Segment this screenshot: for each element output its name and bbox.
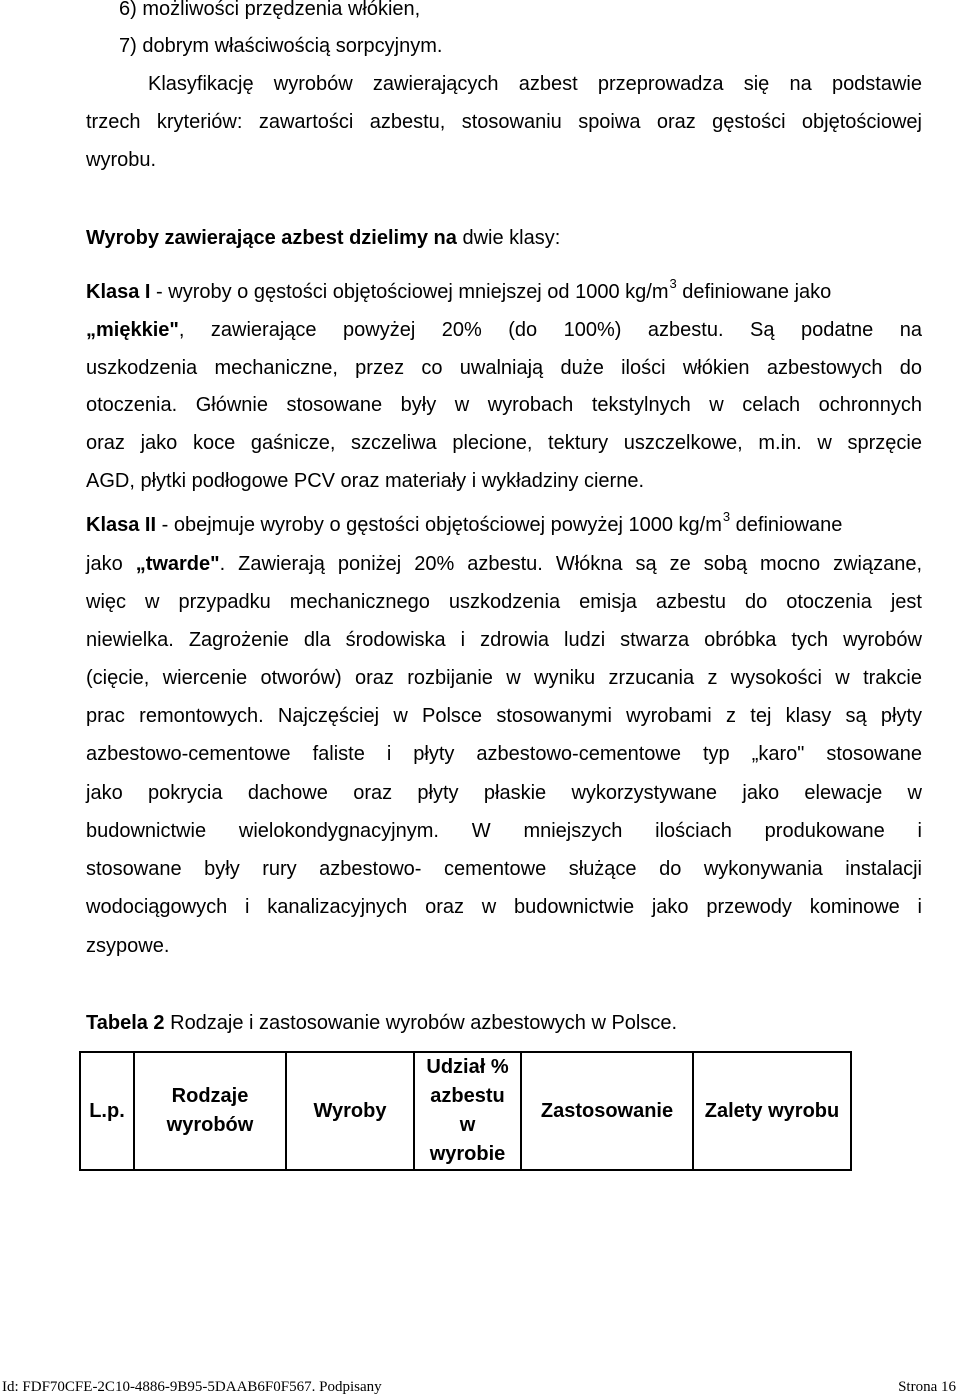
list-item: 6) możliwości przędzenia włókien, [119, 0, 421, 20]
class1-label: Klasa I [86, 281, 151, 303]
class2-line: niewielka. Zagrożenie dla środowiska i zdrowia ludzi stwarza obróbka tych wyrobów [86, 629, 922, 651]
class2-line: budownictwie wielokondygnacyjnym. W mniejszych ilościach produkowane i [86, 820, 922, 842]
header-udzial [414, 1052, 521, 1170]
cubic-superscript: 3 [669, 276, 677, 291]
class2-text: . Zawierają poniżej 20% azbestu. Włókna są ze sobą mocno związane, [219, 553, 923, 575]
class1-text: - wyroby o gęstości objętościowej mniejszej od 1000 kg/m [150, 281, 669, 303]
footer-page-number: Strona 16 [898, 1379, 956, 1395]
class2-line: (cięcie, wiercenie otworów) oraz rozbijanie w wyniku zrzucania z wysokości w trakcie [86, 667, 922, 689]
header-lp: L.p. [80, 1052, 134, 1170]
header-rodzaje [134, 1052, 286, 1170]
header-zastosowanie: Zastosowanie [521, 1052, 693, 1170]
table-header-row [80, 1052, 851, 1170]
class2-line: jako pokrycia dachowe oraz płyty płaskie wykorzystywane jako elewacje w [86, 782, 922, 804]
class2-line [86, 552, 922, 576]
class1-line: oraz jako koce gaśnicze, szczeliwa plecione, tektury uszczelkowe, m.in. w sprzęcie [86, 432, 922, 454]
footer-document-id: Id: FDF70CFE-2C10-4886-9B95-5DAAB6F0F567. Podpisany [2, 1379, 382, 1395]
table-caption [86, 1011, 922, 1035]
list-item: 7) dobrym właściwością sorpcyjnym. [119, 35, 443, 57]
class2-text: - obejmuje wyroby o gęstości objętościowej powyżej 1000 kg/m [156, 514, 722, 536]
class2-text-end: definiowane [730, 514, 843, 536]
class2-line: stosowane były rury azbestowo- cementowe służące do wykonywania instalacji [86, 858, 922, 880]
class2-line: więc w przypadku mechanicznego uszkodzenia emisja azbestu do otoczenia jest [86, 591, 922, 613]
class1-soft-term: „miękkie" [86, 319, 179, 341]
class2-line [86, 509, 922, 539]
table-caption-text: Rodzaje i zastosowanie wyrobów azbestowych w Polsce. [164, 1012, 678, 1034]
class2-line: zsypowe. [86, 935, 170, 957]
classification-line: wyrobu. [86, 149, 157, 171]
header-text: Rodzaje [171, 1085, 249, 1107]
class2-label: Klasa II [86, 514, 157, 536]
class2-text: jako [86, 553, 136, 575]
header-text: wyrobie [429, 1143, 506, 1165]
class2-line: azbestowo-cementowe faliste i płyty azbestowo-cementowe typ „karo" stosowane [86, 743, 922, 765]
class1-line: otoczenia. Głównie stosowane były w wyrobach tekstylnych w celach ochronnych [86, 394, 922, 416]
classification-line: Klasyfikację wyrobów zawierających azbest przeprowadza się na podstawie [148, 73, 922, 95]
class1-text-end: definiowane jako [676, 281, 832, 303]
header-text: w [459, 1114, 476, 1136]
class1-text: , zawierające powyżej 20% (do 100%) azbestu. Są podatne na [178, 319, 922, 341]
table-caption-label: Tabela 2 [86, 1012, 165, 1034]
class1-line: AGD, płytki podłogowe PCV oraz materiały i wykładziny cierne. [86, 470, 644, 492]
asbestos-products-table [79, 1051, 852, 1171]
classification-line: trzech kryteriów: zawartości azbestu, stosowaniu spoiwa oraz gęstości objętościowej [86, 111, 922, 133]
classes-intro-bold: Wyroby zawierające azbest dzielimy na [86, 227, 457, 249]
class2-line: wodociągowych i kanalizacyjnych oraz w budownictwie jako przewody kominowe i [86, 896, 922, 918]
classes-intro [86, 226, 922, 250]
header-text: wyrobów [166, 1114, 254, 1136]
header-zalety: Zalety wyrobu [693, 1052, 851, 1170]
cubic-superscript: 3 [722, 509, 731, 524]
header-text: azbestu [430, 1085, 505, 1107]
header-wyroby: Wyroby [286, 1052, 414, 1170]
class1-line: uszkodzenia mechaniczne, przez co uwalniają duże ilości włókien azbestowych do [86, 357, 922, 379]
header-text: Udział % [426, 1056, 509, 1078]
class2-hard-term: „twarde" [135, 553, 220, 575]
classes-intro-rest: dwie klasy: [456, 227, 561, 249]
class2-line: prac remontowych. Najczęściej w Polsce stosowanymi wyrobami z tej klasy są płyty [86, 705, 922, 727]
class1-line [86, 318, 922, 342]
class1-line [86, 276, 922, 306]
